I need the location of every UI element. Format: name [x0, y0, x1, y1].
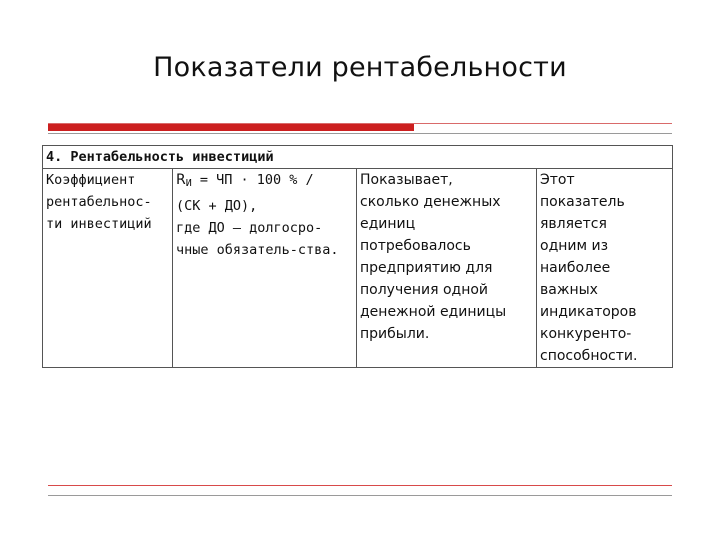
note-line: индикаторов — [540, 304, 637, 320]
description-line: единиц — [360, 216, 416, 232]
indicator-name-line: Коэффициент — [46, 172, 136, 188]
title-rule-gray — [48, 133, 672, 134]
formula-expression: = ЧП · 100 % / — [191, 172, 314, 188]
slide-title: Показатели рентабельности — [153, 52, 567, 83]
description-line: денежной единицы — [360, 304, 507, 320]
formula-subscript: И — [185, 178, 192, 189]
note-line: одним из — [540, 238, 609, 254]
profitability-table — [42, 145, 673, 368]
description-cell — [357, 169, 537, 368]
footer-rule-red — [48, 485, 672, 486]
description-line: предприятию для — [360, 260, 493, 276]
formula-line: чные обязатель-ства. — [176, 242, 339, 258]
description-line: сколько денежных — [360, 194, 501, 210]
indicator-name-cell — [43, 169, 173, 368]
description-line: получения одной — [360, 282, 489, 298]
description-line: прибыли. — [360, 326, 430, 342]
table-header-row — [43, 146, 673, 169]
note-line: является — [540, 216, 607, 232]
section-header: 4. Рентабельность инвестиций — [43, 146, 673, 169]
description-line: Показывает, — [360, 172, 453, 188]
note-cell — [537, 169, 673, 368]
formula-line: (СК + ДО), — [176, 198, 258, 214]
indicator-name-line: рентабельнос- — [46, 194, 152, 210]
description-line: потребовалось — [360, 238, 471, 254]
note-line: показатель — [540, 194, 625, 210]
formula-line — [176, 169, 353, 195]
note-line: важных — [540, 282, 598, 298]
formula-symbol: R — [176, 172, 186, 188]
table-row — [43, 169, 673, 368]
note-line: Этот — [540, 172, 575, 188]
footer-rule-gray — [48, 495, 672, 496]
title-rule-accent — [48, 124, 414, 131]
note-line: способности. — [540, 348, 638, 364]
indicator-name-line: ти инвестиций — [46, 216, 152, 232]
note-line: конкуренто- — [540, 326, 632, 342]
note-line: наиболее — [540, 260, 611, 276]
formula-line: где ДО – долгосро- — [176, 220, 323, 236]
formula-cell — [173, 169, 357, 368]
